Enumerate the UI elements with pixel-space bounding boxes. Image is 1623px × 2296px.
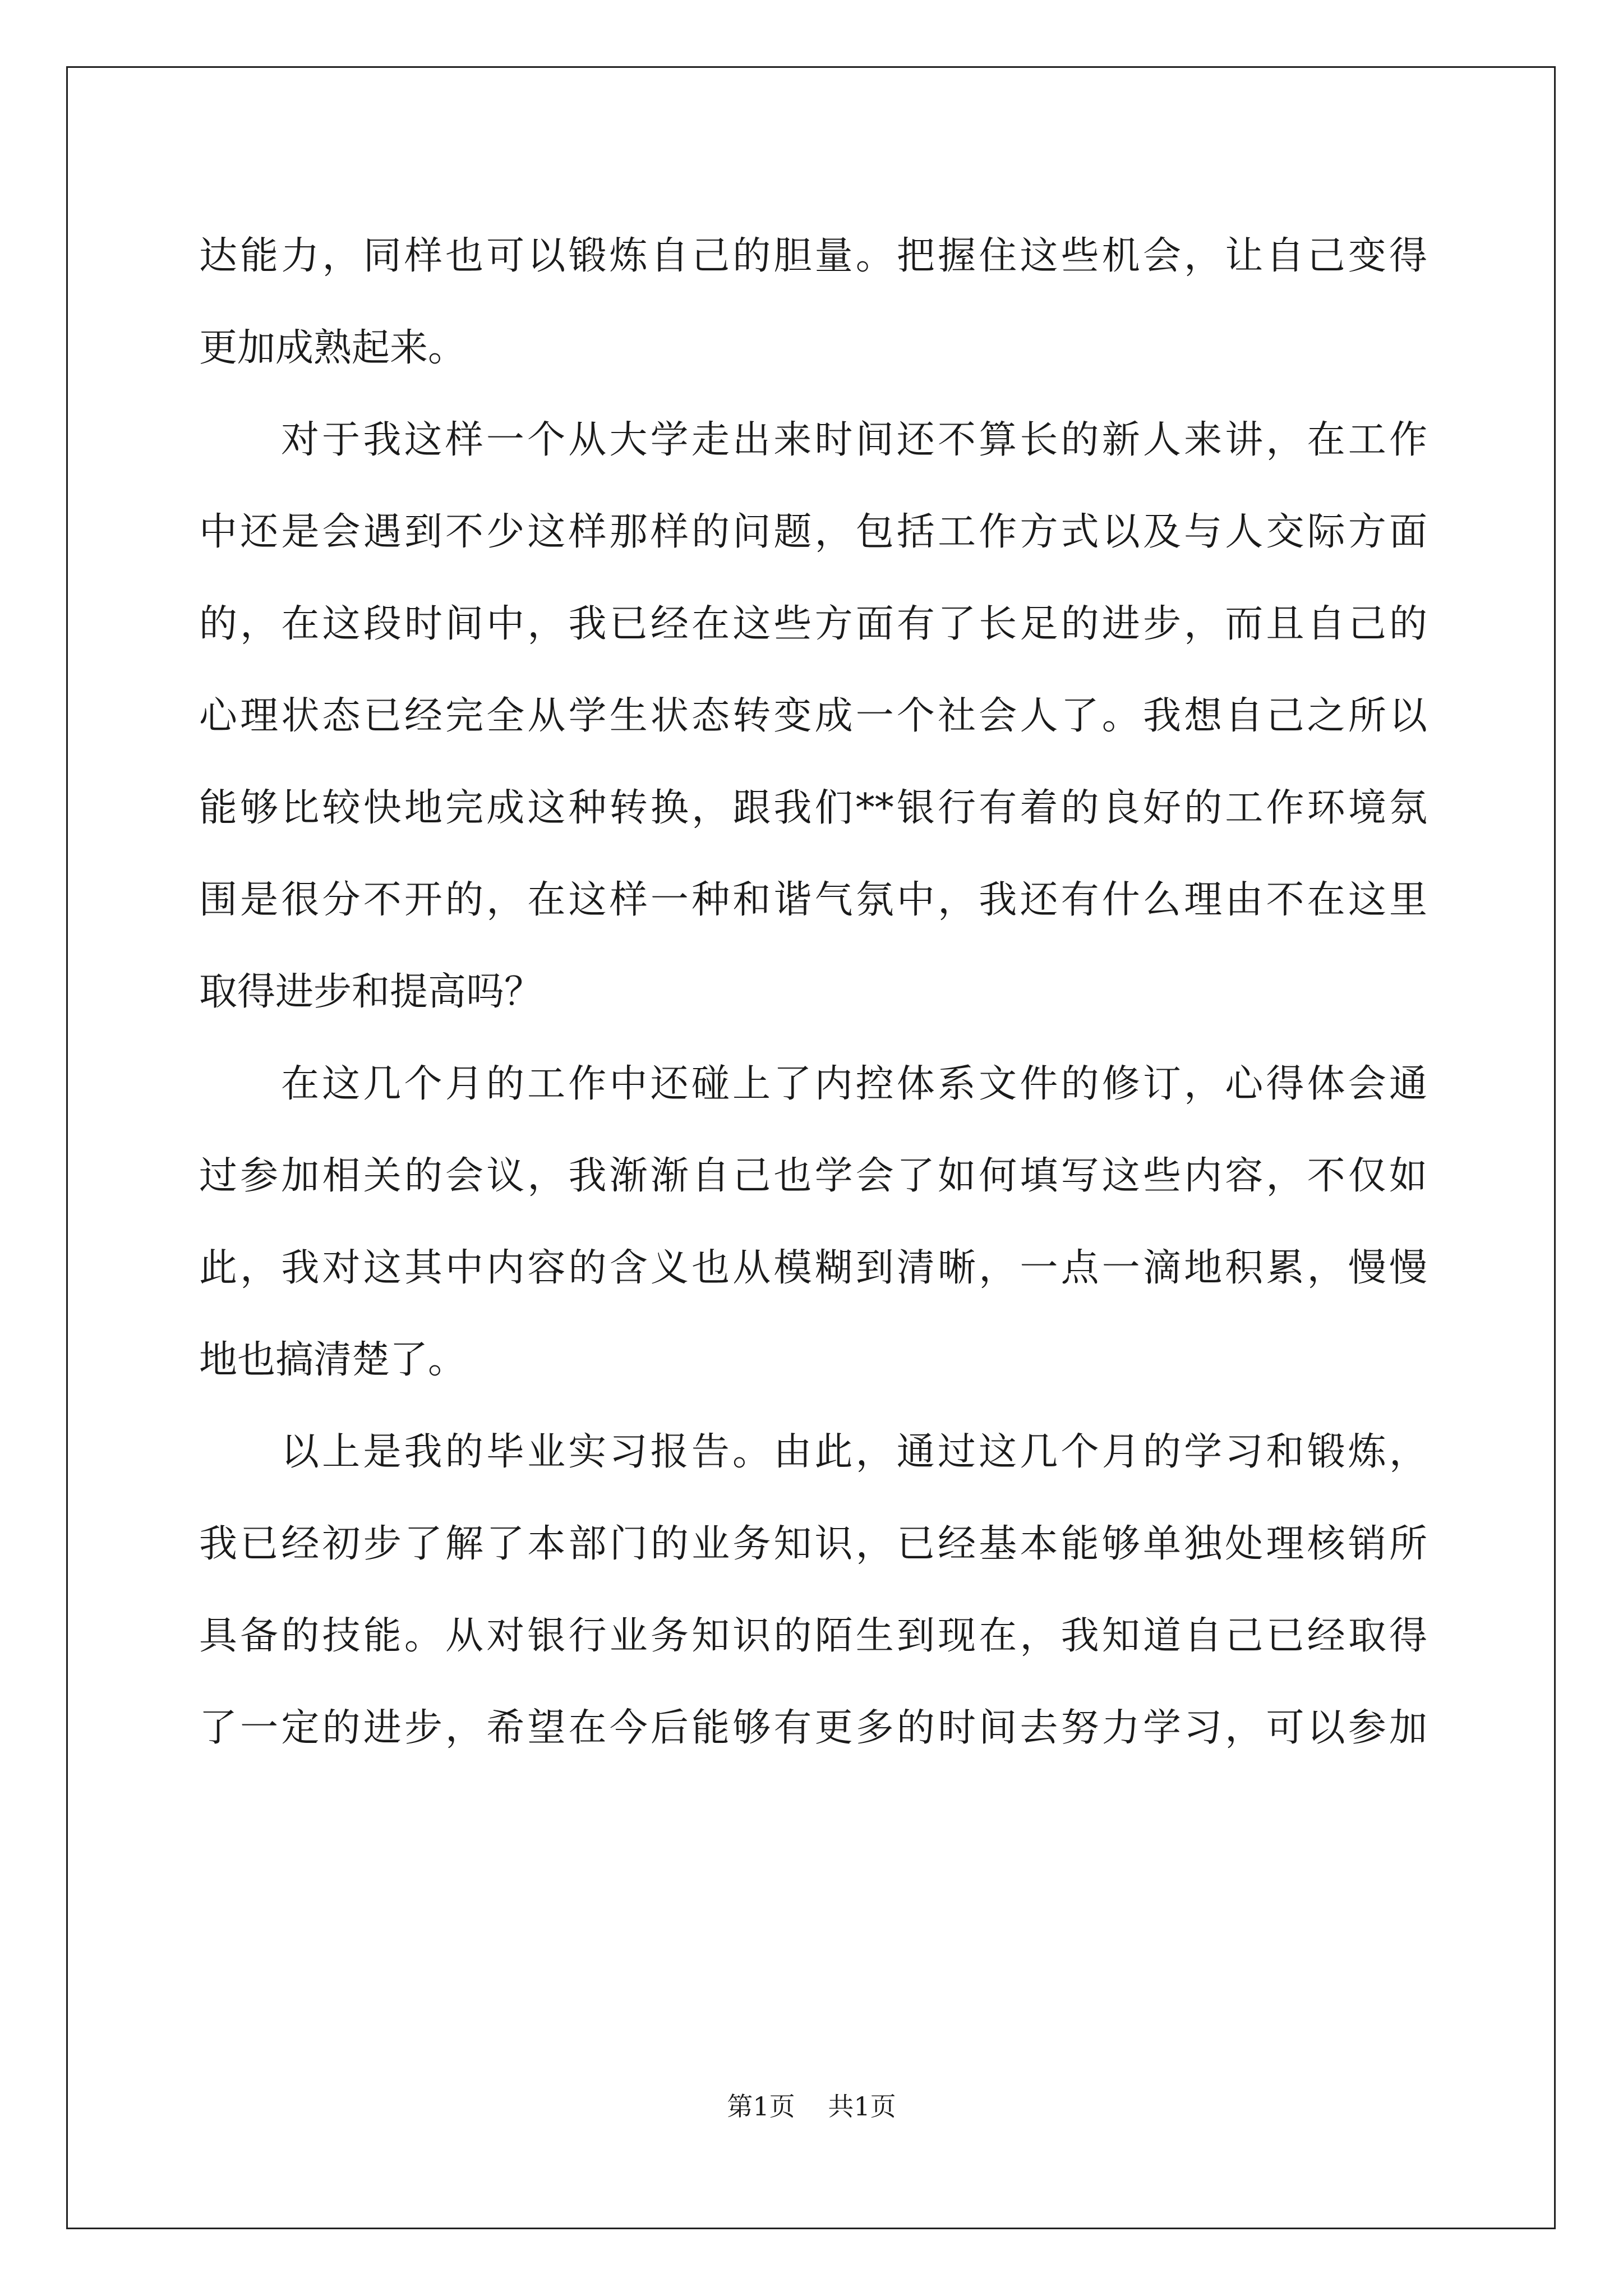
text-line: 更加成熟起来。 [199, 326, 467, 370]
text-line: 能够比较快地完成这种转换，跟我们**银行有着的良好的工作环境氛 [199, 786, 1427, 830]
text-line: 具备的技能。从对银行业务知识的陌生到现在，我知道自己已经取得 [199, 1614, 1427, 1658]
text-line: 我已经初步了解了本部门的业务知识，已经基本能够单独处理核销所 [199, 1522, 1427, 1566]
text-line: 对于我这样一个从大学走出来时间还不算长的新人来讲，在工作 [281, 418, 1427, 462]
text-line: 在这几个月的工作中还碰上了内控体系文件的修订，心得体会通 [281, 1062, 1427, 1106]
text-line: 围是很分不开的，在这样一种和谐气氛中，我还有什么理由不在这里 [199, 878, 1427, 922]
text-line: 中还是会遇到不少这样那样的问题，包括工作方式以及与人交际方面 [199, 510, 1427, 554]
document-body [199, 210, 1427, 1774]
page-number: 第1页 [727, 2091, 795, 2122]
text-line: 了一定的进步，希望在今后能够有更多的时间去努力学习，可以参加 [199, 1706, 1427, 1750]
text-line: 心理状态已经完全从学生状态转变成一个社会人了。我想自己之所以 [199, 694, 1427, 738]
text-line: 此，我对这其中内容的含义也从模糊到清晰，一点一滴地积累，慢慢 [199, 1246, 1427, 1290]
text-line: 地也搞清楚了。 [199, 1338, 467, 1382]
text-line: 以上是我的毕业实习报告。由此，通过这几个月的学习和锻炼， [281, 1430, 1427, 1474]
page-footer [0, 2090, 1623, 2123]
text-line: 取得进步和提高吗？ [199, 970, 543, 1014]
text-line: 达能力，同样也可以锻炼自己的胆量。把握住这些机会，让自己变得 [199, 234, 1427, 278]
text-line: 过参加相关的会议，我渐渐自己也学会了如何填写这些内容，不仅如 [199, 1154, 1427, 1198]
text-line: 的，在这段时间中，我已经在这些方面有了长足的进步，而且自己的 [199, 602, 1427, 646]
page-total: 共1页 [828, 2091, 896, 2122]
